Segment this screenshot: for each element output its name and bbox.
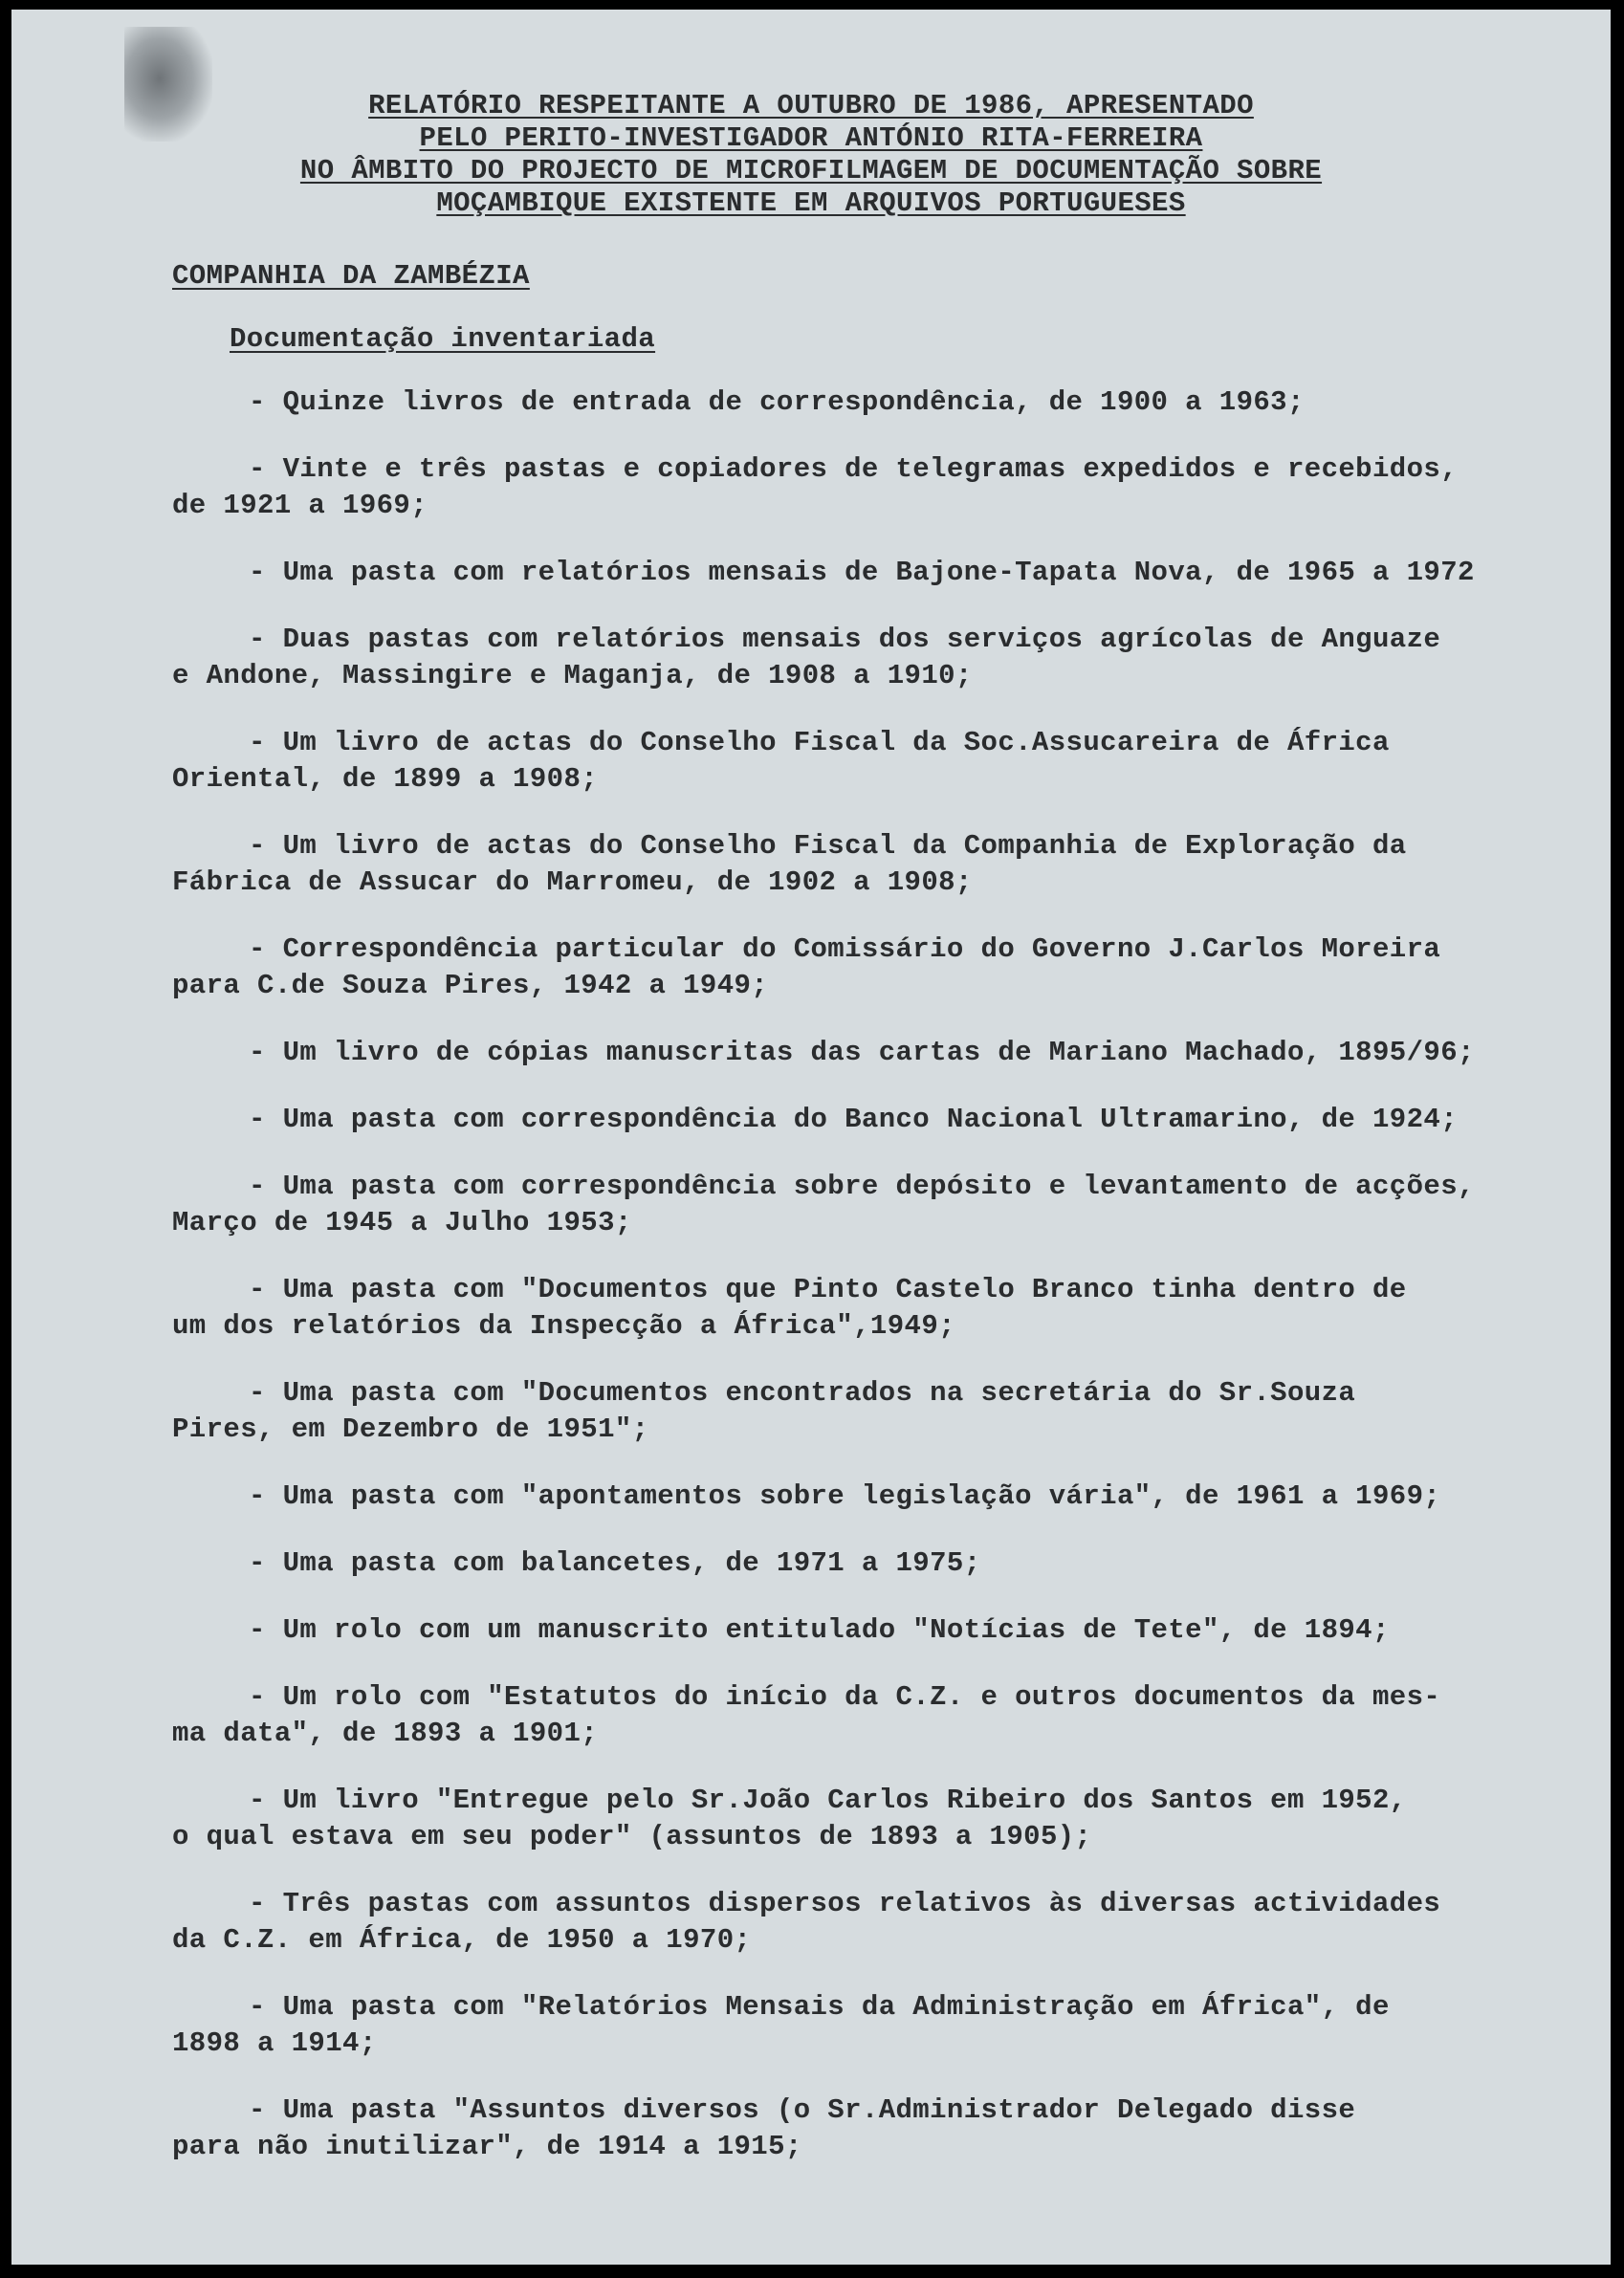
inventory-item — [172, 2092, 1607, 2165]
inventory-item-line-2: o qual estava em seu poder" (assuntos de 1893 a 1905); — [172, 1821, 1092, 1852]
inventory-item-line-1: - Um livro de actas do Conselho Fiscal da Soc.Assucareira de África — [249, 727, 1390, 758]
inventory-item-line-1: - Três pastas com assuntos dispersos relativos às diversas actividades — [249, 1888, 1441, 1919]
inventory-item-line-2: Março de 1945 a Julho 1953; — [172, 1207, 632, 1238]
title-line-4: MOÇAMBIQUE EXISTENTE EM ARQUIVOS PORTUGUESES — [436, 187, 1186, 219]
title-line-1: RELATÓRIO RESPEITANTE A OUTUBRO DE 1986, APRESENTADO — [368, 90, 1254, 121]
inventory-item-line-1: - Um livro "Entregue pelo Sr.João Carlos Ribeiro dos Santos em 1952, — [249, 1785, 1407, 1816]
inventory-item — [172, 725, 1607, 798]
inventory-item-line-1: - Uma pasta com relatórios mensais de Bajone-Tapata Nova, de 1965 a 1972 — [249, 557, 1475, 588]
inventory-item-line-2: ma data", de 1893 a 1901; — [172, 1718, 599, 1749]
inventory-item-line-1: - Um rolo com um manuscrito entitulado "Notícias de Tete", de 1894; — [249, 1614, 1390, 1646]
inventory-item — [172, 1479, 1607, 1515]
inventory-item-line-2: para C.de Souza Pires, 1942 a 1949; — [172, 970, 769, 1001]
inventory-item-line-2: Oriental, de 1899 a 1908; — [172, 763, 599, 795]
inventory-item-line-2: e Andone, Massingire e Maganja, de 1908 a 1910; — [172, 660, 973, 691]
inventory-item — [172, 1102, 1607, 1138]
title-line-2: PELO PERITO-INVESTIGADOR ANTÓNIO RITA-FERREIRA — [419, 122, 1203, 154]
inventory-item — [172, 1612, 1607, 1649]
inventory-item-line-1: - Uma pasta com "Documentos encontrados na secretária do Sr.Souza — [249, 1377, 1356, 1409]
inventory-item — [172, 828, 1607, 901]
inventory-item-line-1: - Uma pasta com correspondência sobre depósito e levantamento de acções, — [249, 1171, 1475, 1202]
inventory-item-line-2: Pires, em Dezembro de 1951"; — [172, 1413, 649, 1445]
inventory-item-line-2: Fábrica de Assucar do Marromeu, de 1902 a 1908; — [172, 866, 973, 898]
inventory-item-line-1: - Uma pasta com balancetes, de 1971 a 1975; — [249, 1547, 981, 1579]
company-heading: COMPANHIA DA ZAMBÉZIA — [172, 260, 530, 292]
inventory-item-line-1: - Correspondência particular do Comissário do Governo J.Carlos Moreira — [249, 933, 1441, 965]
inventory-item-line-1: - Um livro de cópias manuscritas das cartas de Mariano Machado, 1895/96; — [249, 1037, 1475, 1068]
inventory-item — [172, 1272, 1607, 1345]
inventory-item — [172, 555, 1607, 591]
inventory-item — [172, 1169, 1607, 1241]
inventory-item — [172, 1679, 1607, 1752]
inventory-item — [172, 1035, 1607, 1071]
inventory-item-line-1: - Uma pasta com "Documentos que Pinto Castelo Branco tinha dentro de — [249, 1274, 1407, 1305]
inventory-item-line-2: 1898 a 1914; — [172, 2027, 377, 2059]
inventory-item-line-2: de 1921 a 1969; — [172, 490, 428, 521]
report-title — [11, 90, 1611, 220]
inventory-item — [172, 931, 1607, 1004]
inventory-item-line-1: - Uma pasta com "apontamentos sobre legislação vária", de 1961 a 1969; — [249, 1480, 1441, 1512]
inventory-item-line-1: - Vinte e três pastas e copiadores de telegramas expedidos e recebidos, — [249, 453, 1459, 485]
document-page — [11, 10, 1611, 2265]
inventory-item-line-1: - Duas pastas com relatórios mensais dos serviços agrícolas de Anguaze — [249, 624, 1441, 655]
inventory-item-line-1: - Uma pasta com correspondência do Banco Nacional Ultramarino, de 1924; — [249, 1104, 1459, 1135]
inventory-item-line-1: - Uma pasta com "Relatórios Mensais da Administração em África", de — [249, 1991, 1390, 2023]
inventory-list — [172, 384, 1607, 2196]
inventory-item-line-2: da C.Z. em África, de 1950 a 1970; — [172, 1924, 752, 1956]
typewritten-report — [11, 10, 1611, 2265]
inventory-item-line-1: - Um rolo com "Estatutos do início da C.Z. e outros documentos da mes- — [249, 1681, 1441, 1713]
inventory-item — [172, 1989, 1607, 2062]
inventory-item-line-1: - Uma pasta "Assuntos diversos (o Sr.Administrador Delegado disse — [249, 2094, 1356, 2126]
inventory-item — [172, 1375, 1607, 1448]
section-heading: Documentação inventariada — [230, 323, 656, 355]
inventory-item — [172, 384, 1607, 421]
inventory-item — [172, 1545, 1607, 1582]
inventory-item-line-2: para não inutilizar", de 1914 a 1915; — [172, 2131, 802, 2162]
title-line-3: NO ÂMBITO DO PROJECTO DE MICROFILMAGEM DE DOCUMENTAÇÃO SOBRE — [299, 155, 1323, 186]
inventory-item-line-1: - Um livro de actas do Conselho Fiscal da Companhia de Exploração da — [249, 830, 1407, 862]
inventory-item-line-2: um dos relatórios da Inspecção a África",1949; — [172, 1310, 955, 1342]
inventory-item-line-1: - Quinze livros de entrada de correspondência, de 1900 a 1963; — [249, 386, 1305, 418]
inventory-item — [172, 622, 1607, 694]
inventory-item — [172, 451, 1607, 524]
inventory-item — [172, 1886, 1607, 1959]
inventory-item — [172, 1783, 1607, 1855]
